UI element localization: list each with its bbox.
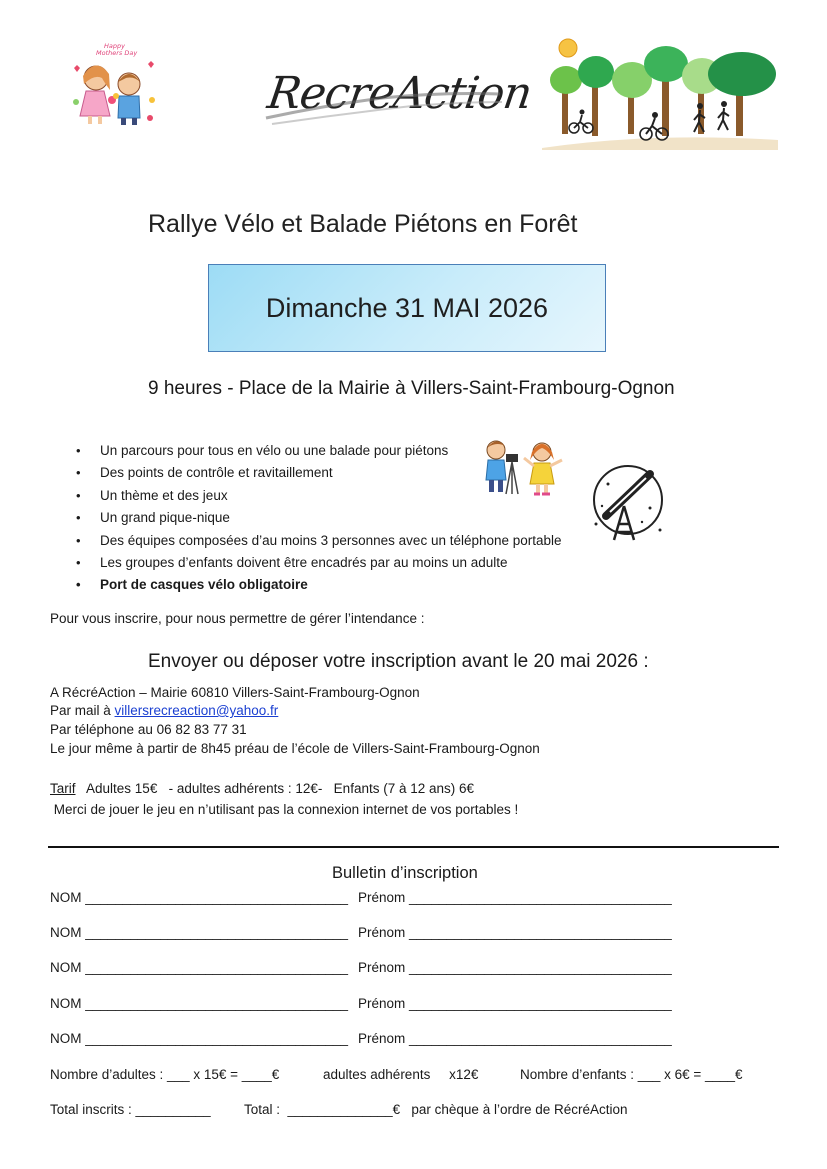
form-row: [50, 1031, 672, 1046]
registration-deadline: Envoyer ou déposer votre inscription avant le 20 mai 2026 :: [148, 651, 649, 672]
email-link[interactable]: villersrecreaction@yahoo.fr: [114, 703, 279, 718]
event-title: Rallye Vélo et Balade Piétons en Forêt: [148, 210, 578, 238]
tarif-label: Tarif: [50, 781, 76, 796]
count-children[interactable]: Nombre d’enfants : ___ x 6€ = ____€: [520, 1067, 743, 1082]
prenom-field[interactable]: Prénom ___________________________________: [358, 1031, 672, 1046]
event-date: Dimanche 31 MAI 2026: [265, 292, 549, 323]
form-row: [50, 890, 672, 905]
telescope-illustration: [588, 462, 668, 544]
nom-field[interactable]: NOM ___________________________________: [50, 960, 349, 975]
forest-walk-illustration: [542, 36, 778, 150]
count-members[interactable]: adultes adhérents x12€: [323, 1067, 479, 1082]
time-place: 9 heures - Place de la Mairie à Villers-Saint-Frambourg-Ognon: [148, 378, 675, 399]
tarif-line: [50, 781, 474, 796]
list-item: • Les groupes d’enfants doivent être encadrés par au moins un adulte: [50, 552, 562, 574]
date-box: [208, 264, 606, 352]
mail-prefix: Par mail à: [50, 703, 115, 718]
prenom-field[interactable]: Prénom ___________________________________: [358, 960, 672, 975]
count-adults[interactable]: Nombre d’adultes : ___ x 15€ = ____€: [50, 1067, 280, 1082]
total-amount[interactable]: Total : ______________€ par chèque à l’ordre de RécréAction: [244, 1102, 628, 1117]
nom-field[interactable]: NOM ___________________________________: [50, 890, 349, 905]
list-item-helmet: • Port de casques vélo obligatoire: [50, 574, 562, 596]
bulletin-title: Bulletin d’inscription: [332, 864, 478, 882]
contact-address: A RécréAction – Mairie 60810 Villers-Saint-Frambourg-Ognon: [50, 685, 420, 700]
mothers-day-illustration: [66, 38, 162, 130]
list-item: • Des points de contrôle et ravitaillement: [50, 462, 562, 484]
contact-phone: Par téléphone au 06 82 83 77 31: [50, 722, 247, 737]
nom-field[interactable]: NOM ___________________________________: [50, 925, 349, 940]
contact-onsite: Le jour même à partir de 8h45 préau de l’école de Villers-Saint-Frambourg-Ognon: [50, 741, 540, 756]
prenom-field[interactable]: Prénom ___________________________________: [358, 890, 672, 905]
form-row: [50, 925, 672, 940]
logo-brush-stroke: [262, 58, 506, 138]
tarif-note: Merci de jouer le jeu en n’utilisant pas la connexion internet de vos portables !: [50, 802, 519, 817]
registration-intro: Pour vous inscrire, pour nous permettre de gérer l’intendance :: [50, 611, 425, 626]
form-row: [50, 960, 672, 975]
contact-mail-line: [50, 703, 278, 718]
happy-caption: Happy: [104, 42, 125, 50]
nom-field[interactable]: NOM ___________________________________: [50, 996, 349, 1011]
list-item: • Des équipes composées d’au moins 3 personnes avec un téléphone portable: [50, 530, 562, 552]
list-item: • Un parcours pour tous en vélo ou une balade pour piétons: [50, 440, 562, 462]
list-item: • Un thème et des jeux: [50, 485, 562, 507]
kids-camera-illustration: [476, 436, 568, 500]
prenom-field[interactable]: Prénom ___________________________________: [358, 925, 672, 940]
nom-field[interactable]: NOM ___________________________________: [50, 1031, 349, 1046]
prenom-field[interactable]: Prénom ___________________________________: [358, 996, 672, 1011]
tarif-text: Adultes 15€ - adultes adhérents : 12€- Enfants (7 à 12 ans) 6€: [75, 781, 475, 796]
separator-line: [48, 846, 779, 848]
form-row: [50, 996, 672, 1011]
recreaction-logo: [262, 58, 535, 138]
total-inscrits[interactable]: Total inscrits : __________: [50, 1102, 211, 1117]
list-item: • Un grand pique-nique: [50, 507, 562, 529]
mothers-day-caption: Mothers Day: [96, 49, 138, 57]
logo-text: RecreAction: [264, 68, 535, 119]
